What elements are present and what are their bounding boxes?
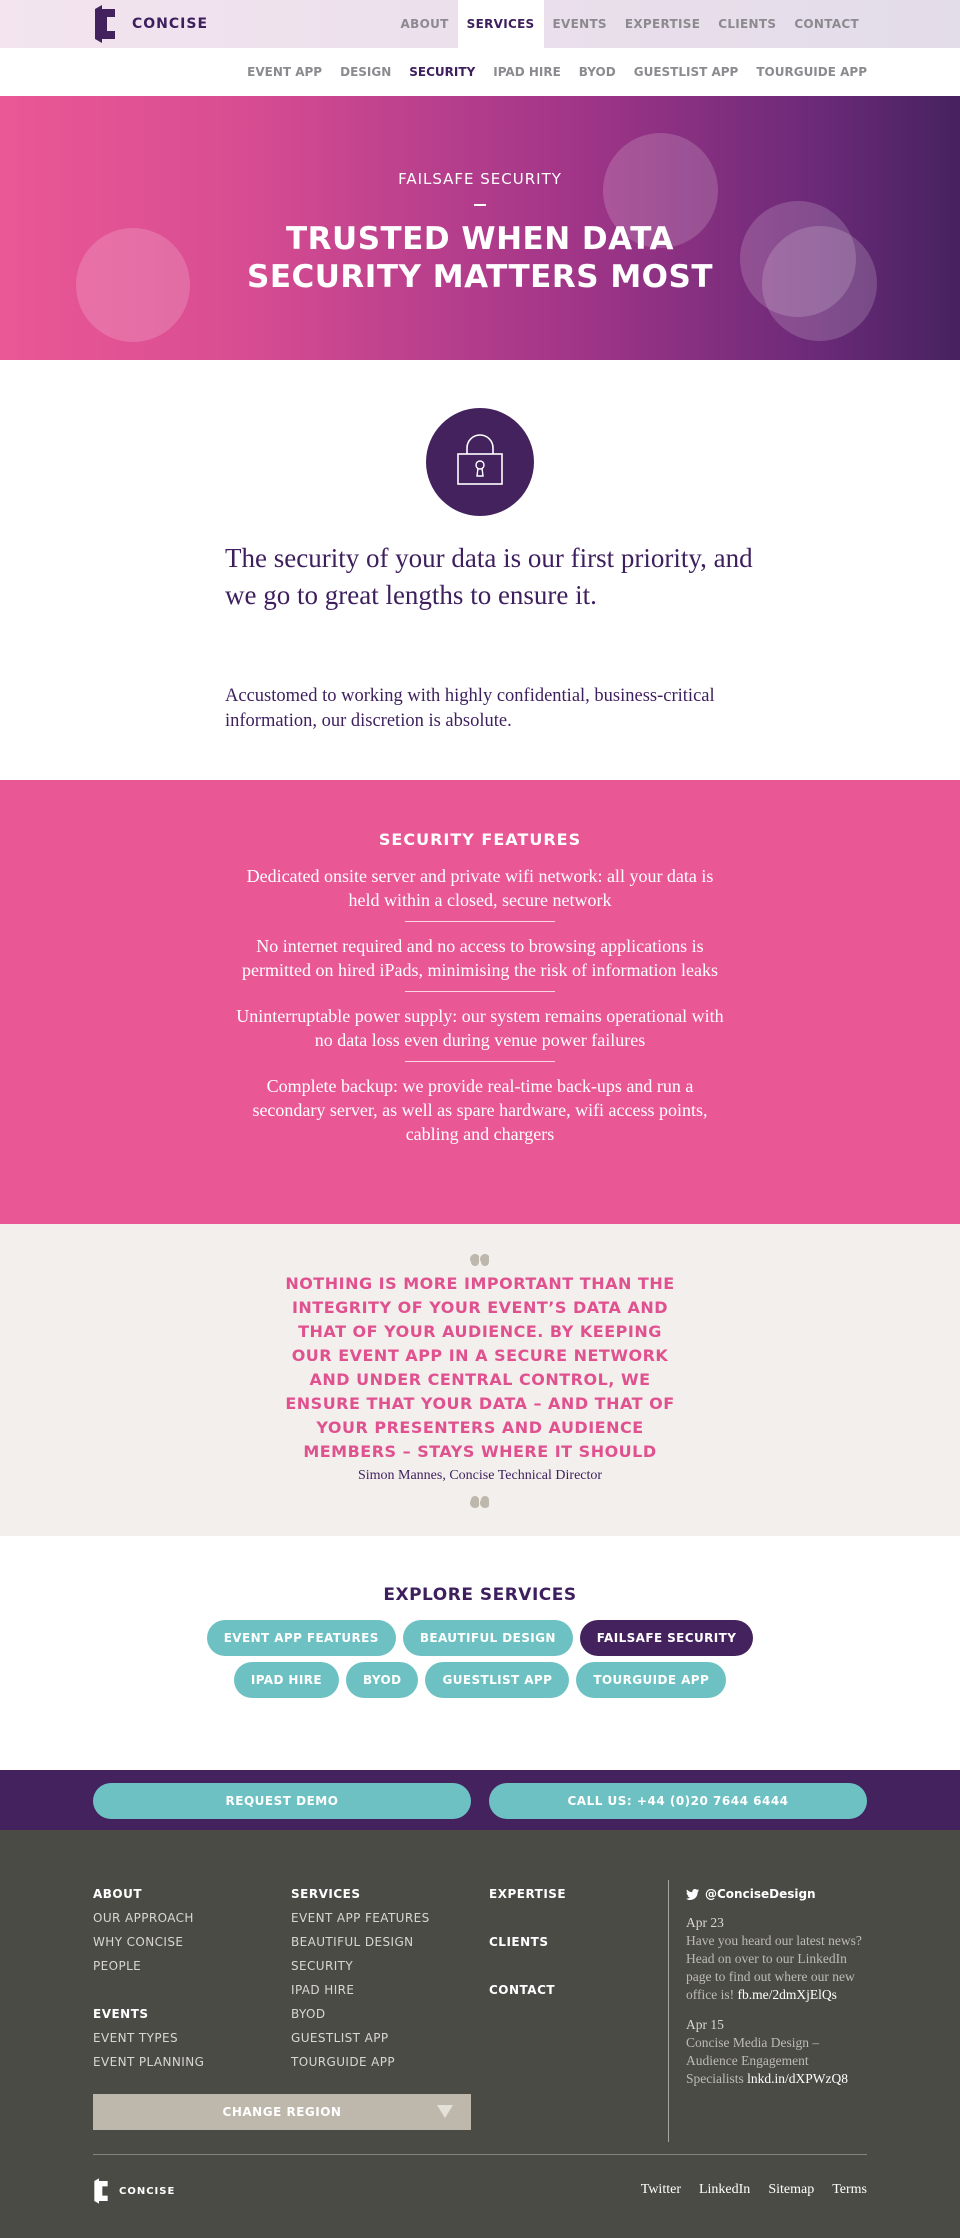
subnav-ipad-hire[interactable]: IPAD HIRE <box>493 65 561 79</box>
nav-expertise[interactable]: EXPERTISE <box>624 17 701 31</box>
footer-col-services <box>291 1882 471 2074</box>
footer-link[interactable]: OUR APPROACH <box>93 1911 194 1925</box>
hero-title-line: TRUSTED WHEN DATA <box>286 221 674 257</box>
quote-text: NOTHING IS MORE IMPORTANT THAN THE INTEGRITY OF YOUR EVENT’S DATA AND THAT OF YOUR AUDIENCE. BY KEEPING OUR EVENT APP IN A SECURE NETWORK AND UNDER CENTRAL CONTROL, WE ENSURE THAT YOUR DATA – AND THAT OF YOUR PRESENTERS AND AUDIENCE MEMBERS – STAYS WHERE IT SHOULD <box>285 1274 675 1461</box>
tweet-link[interactable]: lnkd.in/dXPWzQ8 <box>747 2071 848 2086</box>
footer-heading-expertise[interactable]: EXPERTISE <box>489 1887 567 1901</box>
feature-item: Dedicated onsite server and private wifi network: all your data is held within a closed, secure network <box>246 866 714 910</box>
features-title: SECURITY FEATURES <box>378 830 582 849</box>
footer-logo-wordmark: CONCISE <box>119 2185 176 2197</box>
concise-logo-icon <box>93 5 120 43</box>
security-features <box>0 780 960 1224</box>
footer-col-other <box>489 1882 649 2002</box>
quote-close-icon <box>470 1494 490 1508</box>
subnav-byod[interactable]: BYOD <box>578 65 616 79</box>
tweet-date: Apr 23 <box>686 1915 724 1930</box>
services-sub-menu <box>238 48 867 96</box>
footer-terms-link[interactable]: Terms <box>832 2182 867 2197</box>
quote-open-icon <box>470 1254 490 1268</box>
site-footer <box>0 1830 960 2238</box>
footer-link[interactable]: EVENT PLANNING <box>93 2055 205 2069</box>
change-region-dropdown[interactable] <box>93 2094 471 2130</box>
change-region-label: CHANGE REGION <box>222 2105 342 2119</box>
footer-heading-events[interactable]: EVENTS <box>93 2007 149 2021</box>
tweet-text: Concise Media Design – Audience Engagement Specialists <box>686 2035 820 2086</box>
quote-author: Simon Mannes, Concise Technical Director <box>357 1468 603 1483</box>
explore-tourguide-app[interactable]: TOURGUIDE APP <box>576 1662 726 1698</box>
feature-divider <box>405 1061 555 1062</box>
feature-divider <box>405 991 555 992</box>
call-us-button[interactable]: CALL US: +44 (0)20 7644 6444 <box>489 1783 867 1819</box>
footer-link[interactable]: BEAUTIFUL DESIGN <box>291 1935 414 1949</box>
tweet-link[interactable]: fb.me/2dmXjElQs <box>737 1987 837 2002</box>
feature-divider <box>405 921 555 922</box>
logo-wordmark: CONCISE <box>132 16 209 32</box>
twitter-divider <box>668 1880 669 2142</box>
subnav-event-app[interactable]: EVENT APP <box>247 65 323 79</box>
intro-lead: The security of your data is our first priority, and we go to great lengths to ensure it. <box>225 543 753 610</box>
tweet <box>686 2016 868 2088</box>
footer-linkedin-link[interactable]: LinkedIn <box>698 2182 751 2197</box>
footer-link[interactable]: GUESTLIST APP <box>291 2031 389 2045</box>
hero-banner <box>0 96 960 360</box>
concise-logo-icon <box>93 2178 111 2204</box>
nav-about[interactable]: ABOUT <box>400 17 449 31</box>
explore-title: EXPLORE SERVICES <box>383 1585 577 1605</box>
footer-link[interactable]: TOURGUIDE APP <box>291 2055 396 2069</box>
nav-events[interactable]: EVENTS <box>552 17 607 31</box>
twitter-feed <box>686 1882 868 2088</box>
intro-body: Accustomed to working with highly confidential, business-critical information, our discretion is absolute. <box>225 686 715 731</box>
explore-row <box>0 1620 960 1656</box>
testimonial-quote <box>0 1224 960 1536</box>
footer-heading-about[interactable]: ABOUT <box>93 1887 143 1901</box>
explore-event-app-features[interactable]: EVENT APP FEATURES <box>207 1620 396 1656</box>
footer-twitter-link[interactable]: Twitter <box>640 2182 681 2197</box>
features-list <box>225 864 735 1146</box>
hero-eyebrow: FAILSAFE SECURITY <box>398 170 562 188</box>
request-demo-button[interactable]: REQUEST DEMO <box>93 1783 471 1819</box>
footer-heading-services[interactable]: SERVICES <box>291 1887 361 1901</box>
footer-logo[interactable] <box>93 2178 175 2204</box>
nav-contact[interactable]: CONTACT <box>794 17 859 31</box>
tweet <box>686 1914 868 2004</box>
subnav-guestlist-app[interactable]: GUESTLIST APP <box>633 65 739 79</box>
explore-row <box>0 1662 960 1698</box>
site-logo[interactable] <box>93 5 208 43</box>
footer-col-about <box>93 1882 273 2074</box>
explore-failsafe-security[interactable]: FAILSAFE SECURITY <box>580 1620 754 1656</box>
feature-item: Complete backup: we provide real-time back-ups and run a secondary server, as well as spare hardware, wifi access points, cabling and chargers <box>252 1076 708 1144</box>
footer-link[interactable]: PEOPLE <box>93 1959 142 1973</box>
sub-navigation <box>0 48 960 96</box>
lock-icon <box>426 408 534 516</box>
footer-link[interactable]: WHY CONCISE <box>93 1935 184 1949</box>
feature-item: Uninterruptable power supply: our system remains operational with no data loss even during venue power failures <box>236 1006 724 1050</box>
explore-ipad-hire[interactable]: IPAD HIRE <box>234 1662 339 1698</box>
decor-circle <box>76 228 190 342</box>
subnav-tourguide-app[interactable]: TOURGUIDE APP <box>756 65 867 79</box>
footer-link[interactable]: EVENT TYPES <box>93 2031 178 2045</box>
explore-guestlist-app[interactable]: GUESTLIST APP <box>425 1662 569 1698</box>
feature-item: No internet required and no access to browsing applications is permitted on hired iPads, minimising the risk of information leaks <box>242 936 718 980</box>
footer-link[interactable]: IPAD HIRE <box>291 1983 355 1997</box>
explore-beautiful-design[interactable]: BEAUTIFUL DESIGN <box>403 1620 573 1656</box>
nav-clients[interactable]: CLIENTS <box>718 17 777 31</box>
footer-link[interactable]: SECURITY <box>291 1959 354 1973</box>
footer-rule <box>93 2154 867 2155</box>
footer-sitemap-link[interactable]: Sitemap <box>768 2182 815 2197</box>
lock-badge <box>426 408 534 516</box>
tweet-text: Have you heard our latest news? Head on over to our LinkedIn page to find out where our new office is! <box>686 1933 862 2002</box>
tweet-date: Apr 15 <box>686 2017 724 2032</box>
hero-divider <box>474 204 486 206</box>
nav-services[interactable]: SERVICES <box>458 0 544 48</box>
footer-heading-clients[interactable]: CLIENTS <box>489 1935 549 1949</box>
explore-byod[interactable]: BYOD <box>346 1662 419 1698</box>
footer-link[interactable]: EVENT APP FEATURES <box>291 1911 430 1925</box>
twitter-bird-icon <box>686 1889 699 1900</box>
chevron-down-icon <box>437 2105 453 2118</box>
twitter-handle-link[interactable] <box>686 1882 868 1906</box>
hero-title-line: SECURITY MATTERS MOST <box>247 259 713 295</box>
cta-bar <box>0 1770 960 1830</box>
main-menu <box>392 0 868 48</box>
hero-title <box>180 220 780 296</box>
subnav-design[interactable]: DESIGN <box>340 65 392 79</box>
legal-links <box>623 2180 867 2200</box>
twitter-handle: @ConciseDesign <box>705 1887 816 1901</box>
footer-link[interactable]: BYOD <box>291 2007 326 2021</box>
footer-heading-contact[interactable]: CONTACT <box>489 1983 556 1997</box>
top-navigation <box>0 0 960 48</box>
subnav-security[interactable]: SECURITY <box>409 65 476 79</box>
